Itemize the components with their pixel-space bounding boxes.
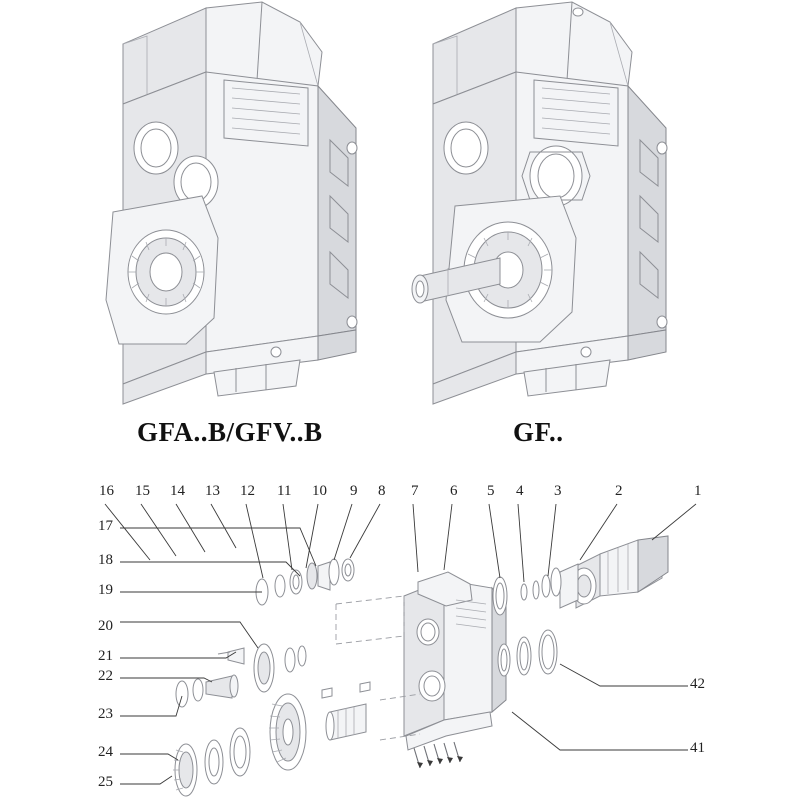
callout-23: 23	[98, 706, 113, 722]
callout-42: 42	[690, 676, 705, 692]
callout-16: 16	[99, 483, 114, 499]
callout-13: 13	[205, 483, 220, 499]
callout-6: 6	[450, 483, 458, 499]
left-gearbox-drawing	[106, 2, 357, 404]
model-caption-right: GF..	[513, 417, 564, 447]
callout-21: 21	[98, 648, 113, 664]
callout-7: 7	[411, 483, 419, 499]
callout-3: 3	[554, 483, 562, 499]
callout-15: 15	[135, 483, 150, 499]
callout-4: 4	[516, 483, 524, 499]
right-gearbox-drawing	[412, 2, 667, 404]
callout-2: 2	[615, 483, 623, 499]
callout-25: 25	[98, 774, 113, 790]
model-caption-left: GFA..B/GFV..B	[137, 417, 323, 447]
callout-41: 41	[690, 740, 705, 756]
callout-14: 14	[170, 483, 185, 499]
callout-22: 22	[98, 668, 113, 684]
callout-11: 11	[277, 483, 292, 499]
callout-9: 9	[350, 483, 358, 499]
callout-5: 5	[487, 483, 495, 499]
exploded-assembly-drawing	[105, 504, 696, 796]
callout-24: 24	[98, 744, 113, 760]
callout-20: 20	[98, 618, 113, 634]
callout-10: 10	[312, 483, 327, 499]
callout-12: 12	[240, 483, 255, 499]
callout-18: 18	[98, 552, 113, 568]
callout-17: 17	[98, 518, 113, 534]
callout-8: 8	[378, 483, 386, 499]
callout-19: 19	[98, 582, 113, 598]
callout-1: 1	[694, 483, 702, 499]
